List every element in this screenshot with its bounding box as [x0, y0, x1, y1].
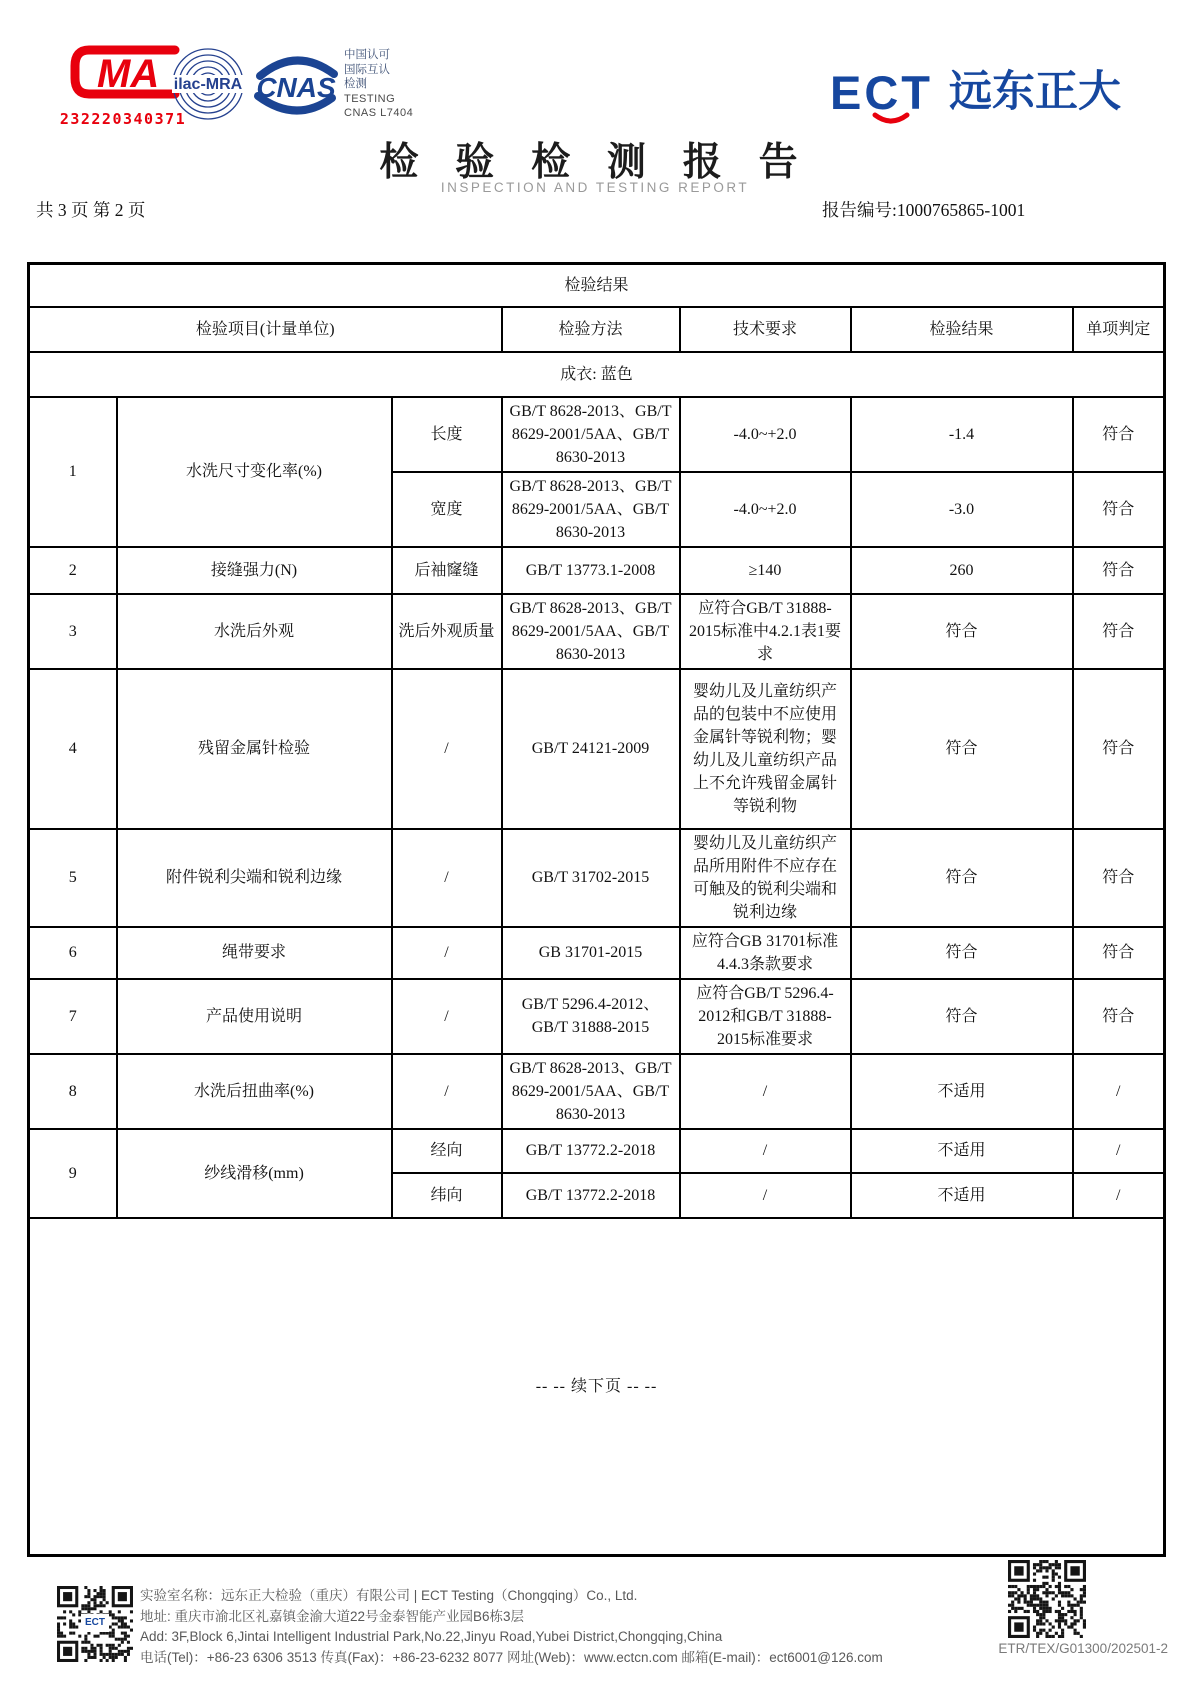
row-no: 6: [29, 927, 117, 979]
footer-lab-name: 实验室名称：远东正大检验（重庆）有限公司 | ECT Testing（Chongqing）Co., Ltd.: [140, 1588, 638, 1603]
row-method: GB/T 5296.4-2012、GB/T 31888-2015: [502, 979, 680, 1054]
row-requirement: /: [680, 1054, 851, 1129]
table-row: [29, 1129, 1165, 1173]
cnas-side-line: TESTING: [344, 92, 396, 105]
cnas-side-line: 检测: [344, 78, 367, 90]
row-judgement: 符合: [1073, 397, 1165, 472]
row-no: 1: [29, 397, 117, 547]
row-subitem: 宽度: [392, 472, 502, 547]
row-method: GB 31701-2015: [502, 927, 680, 979]
row-requirement: -4.0~+2.0: [680, 397, 851, 472]
row-judgement: /: [1073, 1054, 1165, 1129]
document-code: ETR/TEX/G01300/202501-2: [998, 1641, 1168, 1656]
cnas-logo-icon: [250, 54, 342, 116]
row-result: 符合: [851, 979, 1073, 1054]
table-row: [29, 927, 1165, 979]
ilac-mra-text: ilac-MRA: [173, 76, 243, 93]
row-method: GB/T 13773.1-2008: [502, 547, 680, 594]
row-requirement: 应符合GB 31701标准4.4.3条款要求: [680, 927, 851, 979]
ect-smile-icon: [872, 112, 910, 126]
row-requirement: -4.0~+2.0: [680, 472, 851, 547]
row-subitem: /: [392, 669, 502, 829]
qr-ect-mini-logo: ECT: [81, 1614, 109, 1632]
row-requirement: 婴幼儿及儿童纺织产品的包装中不应使用金属针等锐利物；婴幼儿及儿童纺织产品上不允许残留金属针等锐利物: [680, 669, 851, 829]
row-result: -1.4: [851, 397, 1073, 472]
footer-contacts: 电话(Tel)：+86-23 6306 3513 传真(Fax)：+86-23-6232 8077 网址(Web)：www.ectcn.com 邮箱(E-mail)：ect6001@126.com: [140, 1649, 883, 1665]
cnas-mark: [250, 54, 342, 121]
row-method: GB/T 13772.2-2018: [502, 1173, 680, 1218]
row-no: 3: [29, 594, 117, 669]
page-subtitle: INSPECTION AND TESTING REPORT: [440, 180, 750, 195]
footer-address-cn: 地址: 重庆市渝北区礼嘉镇金渝大道22号金泰智能产业园B6栋3层: [140, 1608, 525, 1624]
row-result: 符合: [851, 927, 1073, 979]
page-title: 检 验 检 测 报 告: [379, 141, 811, 184]
footer-lab-info: [140, 1586, 940, 1668]
row-judgement: 符合: [1073, 547, 1165, 594]
row-requirement: /: [680, 1129, 851, 1173]
row-subitem: 经向: [392, 1129, 502, 1173]
row-method: GB/T 24121-2009: [502, 669, 680, 829]
row-result: 不适用: [851, 1054, 1073, 1129]
row-item: 残留金属针检验: [117, 669, 392, 829]
row-result: 260: [851, 547, 1073, 594]
cnas-side-line: CNAS L7404: [344, 107, 414, 119]
row-requirement: 应符合GB/T 31888-2015标准中4.2.1表1要求: [680, 594, 851, 669]
row-no: 2: [29, 547, 117, 594]
row-judgement: /: [1073, 1129, 1165, 1173]
report-number: 报告编号:1000765865-1001: [822, 200, 1026, 220]
table-row: [29, 594, 1165, 669]
row-item: 绳带要求: [117, 927, 392, 979]
row-item: 水洗后外观: [117, 594, 392, 669]
table-row: [29, 1054, 1165, 1129]
row-item: 水洗后扭曲率(%): [117, 1054, 392, 1129]
sample-label: 成衣: 蓝色: [29, 352, 1165, 397]
row-subitem: /: [392, 829, 502, 927]
row-no: 5: [29, 829, 117, 927]
row-subitem: 洗后外观质量: [392, 594, 502, 669]
col-header-result: 检验结果: [851, 307, 1073, 352]
page-number-info: 共 3 页 第 2 页: [36, 200, 146, 220]
continued-note: -- -- 续下页 -- --: [29, 1218, 1165, 1556]
col-header-judgement: 单项判定: [1073, 307, 1165, 352]
row-judgement: 符合: [1073, 472, 1165, 547]
row-item: 附件锐利尖端和锐利边缘: [117, 829, 392, 927]
ect-cjk-text: 远东正大: [949, 68, 1121, 116]
table-header-row: [29, 307, 1165, 352]
cma-letters: MA: [97, 52, 160, 96]
row-result: 不适用: [851, 1173, 1073, 1218]
row-requirement: /: [680, 1173, 851, 1218]
table-section-title-row: [29, 264, 1165, 307]
row-method: GB/T 31702-2015: [502, 829, 680, 927]
footer-address-en: Add: 3F,Block 6,Jintai Intelligent Industrial Park,No.22,Jinyu Road,Yubei District,Chongqing,China: [140, 1629, 723, 1644]
row-method: GB/T 8628-2013、GB/T 8629-2001/5AA、GB/T 8630-2013: [502, 472, 680, 547]
table-row: [29, 547, 1165, 594]
cma-certification-mark: [58, 40, 188, 128]
ect-brand-logo: [830, 58, 1121, 120]
row-judgement: 符合: [1073, 979, 1165, 1054]
row-method: GB/T 8628-2013、GB/T 8629-2001/5AA、GB/T 8630-2013: [502, 397, 680, 472]
row-judgement: 符合: [1073, 829, 1165, 927]
cma-number: 232220340371: [59, 110, 187, 128]
table-row: [29, 829, 1165, 927]
continued-row: [29, 1218, 1165, 1556]
row-result: 符合: [851, 594, 1073, 669]
cnas-side-line: 国际互认: [344, 63, 390, 76]
col-header-method: 检验方法: [502, 307, 680, 352]
row-method: GB/T 13772.2-2018: [502, 1129, 680, 1173]
row-item: 产品使用说明: [117, 979, 392, 1054]
row-subitem: /: [392, 979, 502, 1054]
qr-code-right: [1008, 1560, 1086, 1638]
ilac-mra-logo-icon: [170, 46, 246, 122]
row-subitem: /: [392, 927, 502, 979]
row-judgement: 符合: [1073, 594, 1165, 669]
col-header-item: 检验项目(计量单位): [29, 307, 502, 352]
col-header-requirement: 技术要求: [680, 307, 851, 352]
row-item: 水洗尺寸变化率(%): [117, 397, 392, 547]
results-table: [27, 262, 1166, 1557]
row-subitem: 纬向: [392, 1173, 502, 1218]
row-item: 纱线滑移(mm): [117, 1129, 392, 1218]
row-judgement: 符合: [1073, 927, 1165, 979]
cnas-text: CNAS: [256, 72, 336, 103]
row-no: 4: [29, 669, 117, 829]
row-judgement: 符合: [1073, 669, 1165, 829]
row-subitem: 长度: [392, 397, 502, 472]
row-no: 8: [29, 1054, 117, 1129]
row-judgement: /: [1073, 1173, 1165, 1218]
row-item: 接缝强力(N): [117, 547, 392, 594]
ilac-mra-mark: [170, 46, 246, 127]
row-subitem: 后袖窿缝: [392, 547, 502, 594]
row-result: 符合: [851, 669, 1073, 829]
row-result: -3.0: [851, 472, 1073, 547]
row-requirement: 婴幼儿及儿童纺织产品所用附件不应存在可触及的锐利尖端和锐利边缘: [680, 829, 851, 927]
row-result: 不适用: [851, 1129, 1073, 1173]
row-subitem: /: [392, 1054, 502, 1129]
row-method: GB/T 8628-2013、GB/T 8629-2001/5AA、GB/T 8630-2013: [502, 1054, 680, 1129]
table-row: [29, 979, 1165, 1054]
section-title: 检验结果: [29, 264, 1165, 307]
row-requirement: 应符合GB/T 5296.4-2012和GB/T 31888-2015标准要求: [680, 979, 851, 1054]
table-row: [29, 669, 1165, 829]
ect-latin-text: ECT: [830, 65, 933, 120]
cnas-side-line: 中国认可: [344, 49, 390, 61]
row-result: 符合: [851, 829, 1073, 927]
row-no: 9: [29, 1129, 117, 1218]
cma-logo-icon: [63, 40, 183, 104]
row-method: GB/T 8628-2013、GB/T 8629-2001/5AA、GB/T 8630-2013: [502, 594, 680, 669]
cnas-accreditation-text: [344, 48, 413, 121]
row-requirement: ≥140: [680, 547, 851, 594]
row-no: 7: [29, 979, 117, 1054]
table-row: [29, 397, 1165, 472]
sample-row: [29, 352, 1165, 397]
